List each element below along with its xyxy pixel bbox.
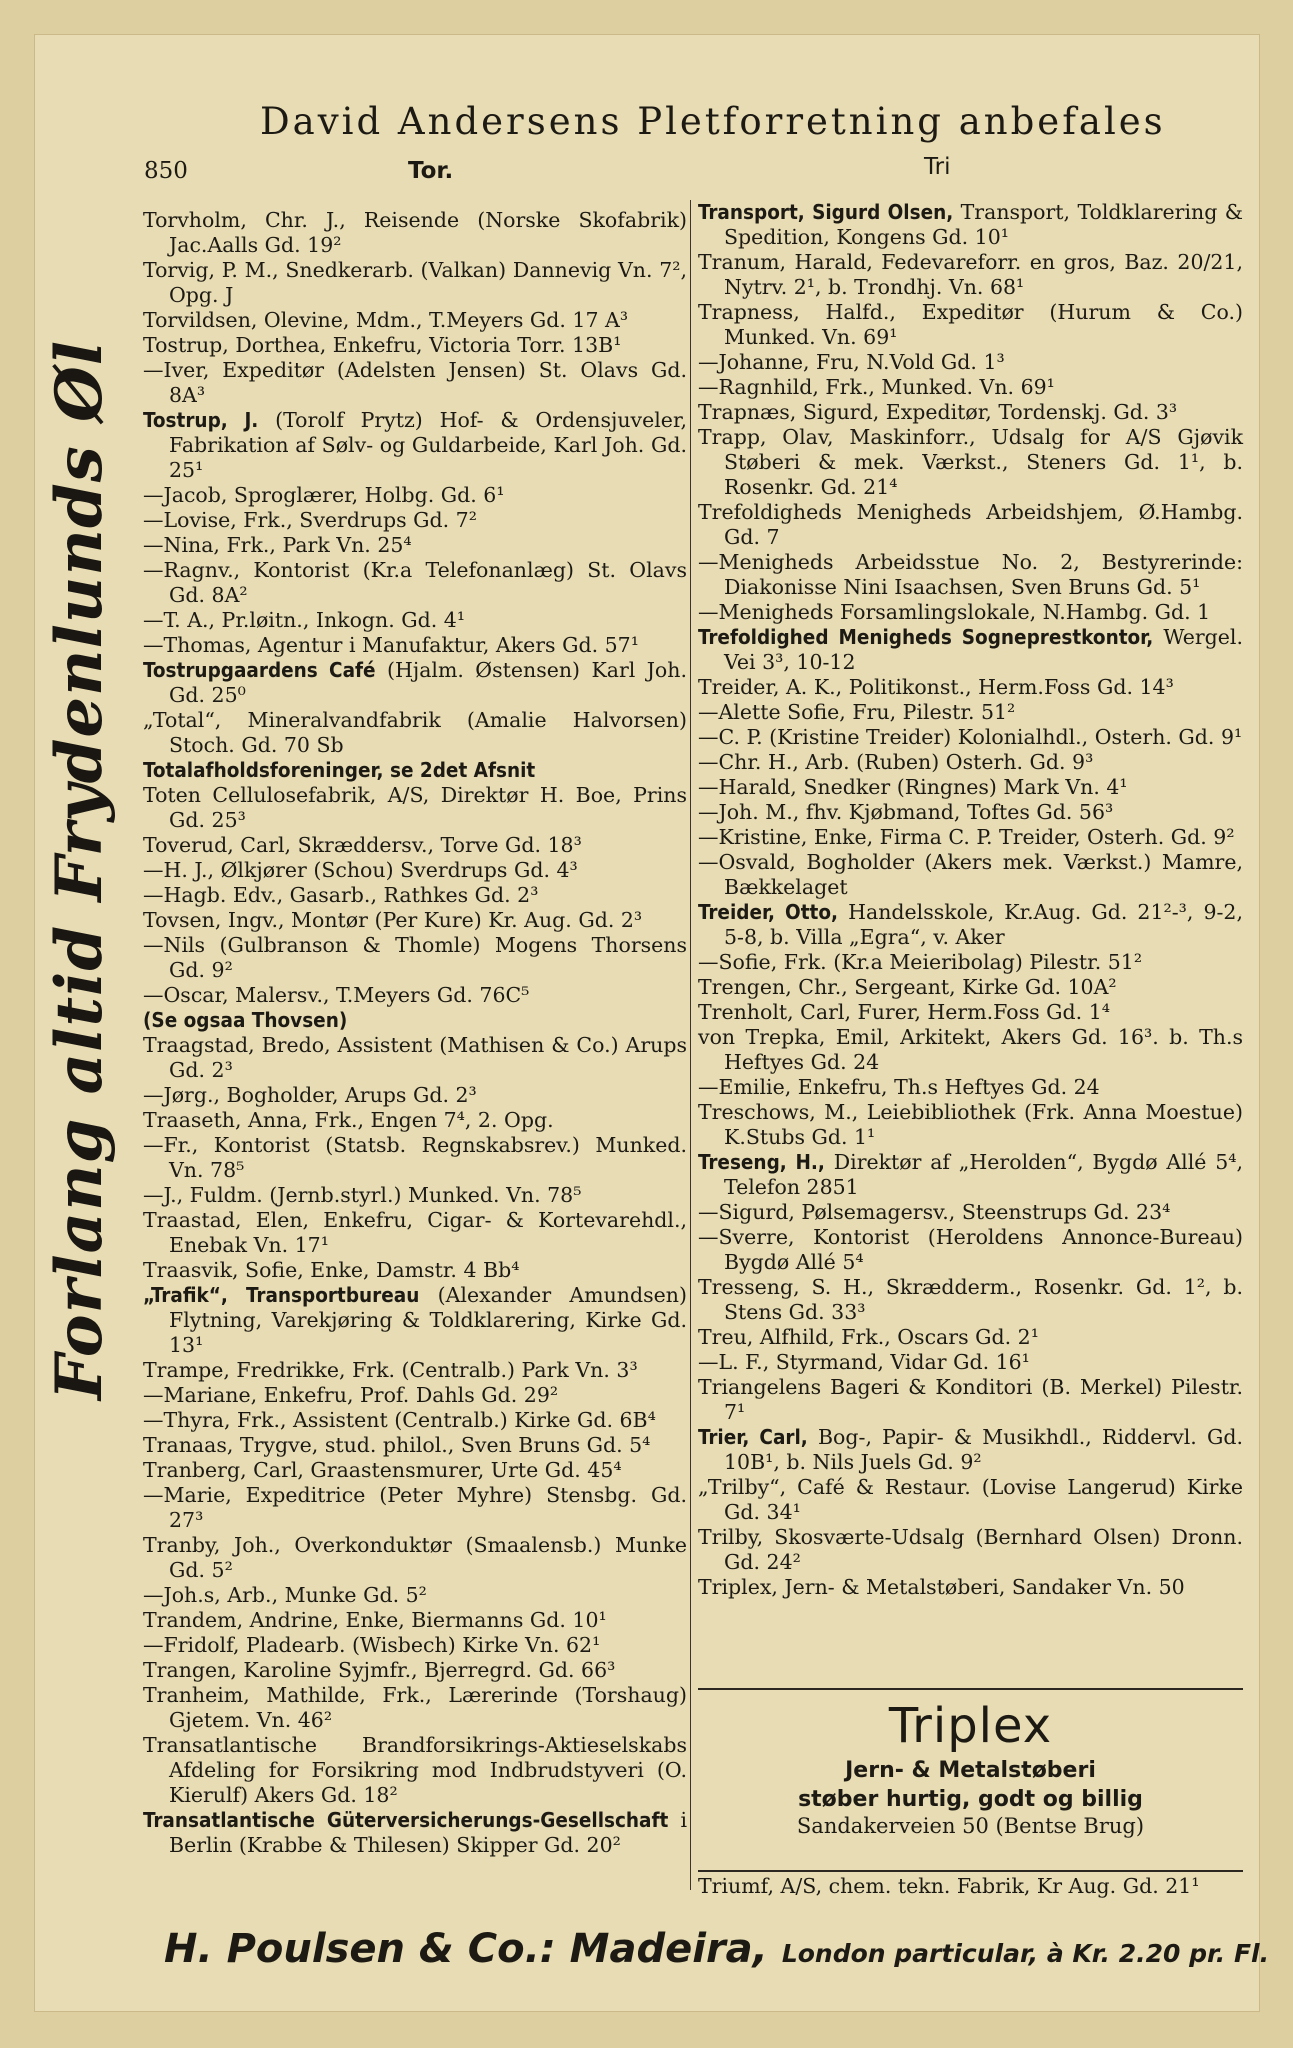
directory-entry bbox=[698, 750, 1243, 775]
directory-entry bbox=[143, 1383, 687, 1408]
left-column bbox=[143, 208, 687, 1858]
directory-entry bbox=[698, 950, 1243, 975]
entry-text: Tranby, Joh., Overkonduktør (Smaalensb.) Munke Gd. 5² bbox=[143, 1533, 687, 1582]
directory-entry bbox=[143, 1808, 687, 1858]
entry-text: Handelsskole, Kr.Aug. Gd. 21²-³, 9-2, 5-8, b. Villa „Egra“, v. Aker bbox=[724, 900, 1243, 949]
directory-entry bbox=[698, 1000, 1243, 1025]
entry-name-bold: Treseng, H., bbox=[698, 1150, 825, 1174]
directory-entry bbox=[698, 500, 1243, 550]
ad-title: Triplex bbox=[888, 1698, 1053, 1754]
entry-text: Traaseth, Anna, Frk., Engen 7⁴, 2. Opg. bbox=[143, 1108, 554, 1132]
entry-text: Tresseng, S. H., Skrædderm., Rosenkr. Gd. 1², b. Stens Gd. 33³ bbox=[698, 1275, 1243, 1324]
entry-text: —Marie, Expeditrice (Peter Myhre) Stensbg. Gd. 27³ bbox=[143, 1483, 687, 1532]
entry-text: —Iver, Expeditør (Adelsten Jensen) St. Olavs Gd. 8A³ bbox=[143, 358, 687, 407]
directory-entry bbox=[143, 1133, 687, 1183]
entry-text: —Joh.s, Arb., Munke Gd. 5² bbox=[143, 1583, 427, 1607]
ad-line-2: støber hurtig, godt og billig bbox=[798, 1787, 1143, 1812]
entry-text: Treu, Alfhild, Frk., Oscars Gd. 2¹ bbox=[698, 1325, 1039, 1349]
entry-text: Tostrup, Dorthea, Enkefru, Victoria Torr. 13B¹ bbox=[143, 333, 622, 357]
entry-text: Trampe, Fredrikke, Frk. (Centralb.) Park Vn. 3³ bbox=[143, 1358, 638, 1382]
entry-text: —Menigheds Forsamlingslokale, N.Hambg. Gd. 1 bbox=[698, 600, 1211, 624]
directory-entry bbox=[143, 558, 687, 608]
directory-entry bbox=[698, 375, 1243, 400]
entry-text: Toverud, Carl, Skræddersv., Torve Gd. 18³ bbox=[143, 833, 582, 857]
entry-text: —C. P. (Kristine Treider) Kolonialhdl., Osterh. Gd. 9¹ bbox=[698, 725, 1243, 749]
directory-entry bbox=[143, 883, 687, 908]
side-advertisement: Forlang altid Frydenlunds Øl bbox=[42, 339, 117, 1400]
entry-text: —Chr. H., Arb. (Ruben) Osterh. Gd. 9³ bbox=[698, 750, 1094, 774]
footer-advertisement bbox=[164, 1926, 1270, 1972]
ad-line-1: Jern- & Metalstøberi bbox=[845, 1758, 1096, 1783]
entry-text: Transport, Toldklarering & Spedition, Kongens Gd. 10¹ bbox=[724, 200, 1244, 249]
directory-entry bbox=[698, 900, 1243, 950]
directory-entry bbox=[143, 633, 687, 658]
entry-text: Trangen, Karoline Syjmfr., Bjerregrd. Gd. 66³ bbox=[143, 1658, 616, 1682]
entry-text: —Harald, Snedker (Ringnes) Mark Vn. 4¹ bbox=[698, 775, 1128, 799]
directory-entry bbox=[143, 1433, 687, 1458]
directory-entry bbox=[698, 350, 1243, 375]
entry-text: i Berlin (Krabbe & Thilesen) Skipper Gd. 20² bbox=[169, 1808, 688, 1857]
directory-entry bbox=[143, 1733, 687, 1808]
entry-text: —Alette Sofie, Fru, Pilestr. 51² bbox=[698, 700, 1016, 724]
ad-line-3: Sandakerveien 50 (Bentse Brug) bbox=[796, 1814, 1145, 1838]
entry-text: —Oscar, Malersv., T.Meyers Gd. 76C⁵ bbox=[143, 983, 530, 1007]
entry-text: Transatlantische Brandforsikrings-Aktieselskabs Afdeling for Forsikring mod Indbrudstyveri (O. Kierulf) Akers Gd. 18² bbox=[143, 1733, 687, 1807]
entry-text: Trenholt, Carl, Furer, Herm.Foss Gd. 1⁴ bbox=[698, 1000, 1110, 1024]
entry-text: Treschows, M., Leiebibliothek (Frk. Anna Moestue) K.Stubs Gd. 1¹ bbox=[698, 1100, 1243, 1149]
directory-entry bbox=[143, 708, 687, 758]
entry-text: Tranum, Harald, Fedevareforr. en gros, Baz. 20/21, Nytrv. 2¹, b. Trondhj. Vn. 68¹ bbox=[698, 250, 1243, 299]
directory-entry bbox=[143, 658, 687, 708]
directory-entry bbox=[698, 825, 1243, 850]
directory-entry bbox=[698, 1525, 1243, 1575]
directory-entry bbox=[143, 1208, 687, 1258]
entry-text: Tranberg, Carl, Graastensmurer, Urte Gd. 45⁴ bbox=[143, 1458, 622, 1482]
entry-name-bold: (Se ogsaa Thovsen) bbox=[143, 1008, 348, 1032]
entry-text: (Alexander Amundsen) Flytning, Varekjøring & Toldklarering, Kirke Gd. 13¹ bbox=[169, 1283, 687, 1357]
directory-entry bbox=[698, 300, 1243, 350]
entry-text: —Sverre, Kontorist (Heroldens Annonce-Bureau) Bygdø Allé 5⁴ bbox=[698, 1225, 1243, 1274]
directory-entry bbox=[698, 1025, 1243, 1075]
footer-sub: London particular, à Kr. 2.20 pr. Fl. bbox=[781, 1939, 1270, 1968]
entry-text: —Fr., Kontorist (Statsb. Regnskabsrev.) Munked. Vn. 78⁵ bbox=[143, 1133, 687, 1182]
directory-entry bbox=[143, 608, 687, 633]
entry-text: —Sofie, Frk. (Kr.a Meieribolag) Pilestr. 51² bbox=[698, 950, 1143, 974]
directory-entry bbox=[143, 1683, 687, 1733]
entry-text: —Osvald, Bogholder (Akers mek. Værkst.) Mamre, Bækkelaget bbox=[698, 850, 1243, 899]
directory-entry bbox=[143, 1583, 687, 1608]
directory-entry bbox=[143, 833, 687, 858]
directory-entry bbox=[143, 1458, 687, 1483]
entry-text: —Ragnv., Kontorist (Kr.a Telefonanlæg) St. Olavs Gd. 8A² bbox=[143, 558, 687, 607]
directory-entry bbox=[143, 208, 687, 258]
directory-entry bbox=[698, 725, 1243, 750]
entry-text: —T. A., Pr.løitn., Inkogn. Gd. 4¹ bbox=[143, 608, 466, 632]
directory-entry bbox=[698, 1425, 1243, 1475]
directory-entry bbox=[698, 1275, 1243, 1325]
directory-entry bbox=[143, 983, 687, 1008]
entry-text: Torvig, P. M., Snedkerarb. (Valkan) Dannevig Vn. 7², Opg. J bbox=[143, 258, 687, 307]
directory-entry bbox=[698, 1375, 1243, 1425]
directory-entry bbox=[143, 333, 687, 358]
entry-text: —Sigurd, Pølsemagersv., Steenstrups Gd. 23⁴ bbox=[698, 1200, 1171, 1224]
header-banner: David Andersens Pletforretning anbefales bbox=[260, 100, 1166, 143]
directory-entry bbox=[698, 550, 1243, 600]
directory-entry bbox=[143, 1608, 687, 1633]
entry-text: Direktør af „Herolden“, Bygdø Allé 5⁴, Telefon 2851 bbox=[724, 1150, 1243, 1199]
directory-entry bbox=[143, 1258, 687, 1283]
entry-name-bold: Treider, Otto, bbox=[698, 900, 839, 924]
entry-text: —Nina, Frk., Park Vn. 25⁴ bbox=[143, 533, 412, 557]
directory-entry bbox=[143, 758, 687, 783]
page-number: 850 bbox=[144, 158, 188, 184]
entry-text: Toten Cellulosefabrik, A/S, Direktør H. Boe, Prins Gd. 25³ bbox=[143, 783, 687, 832]
entry-text: —Jørg., Bogholder, Arups Gd. 2³ bbox=[143, 1083, 477, 1107]
directory-entry bbox=[698, 250, 1243, 300]
footer-main: H. Poulsen & Co.: Madeira, bbox=[164, 1926, 768, 1972]
directory-entry bbox=[143, 1283, 687, 1358]
entry-text: Trefoldigheds Menigheds Arbeidshjem, Ø.Hambg. Gd. 7 bbox=[698, 500, 1243, 549]
entry-text: von Trepka, Emil, Arkitekt, Akers Gd. 16³. b. Th.s Heftyes Gd. 24 bbox=[698, 1025, 1243, 1074]
directory-entry bbox=[698, 850, 1243, 900]
directory-entry bbox=[698, 1475, 1243, 1525]
entry-text: Torvholm, Chr. J., Reisende (Norske Skofabrik) Jac.Aalls Gd. 19² bbox=[143, 208, 687, 257]
after-ad-entry: Triumf, A/S, chem. tekn. Fabrik, Kr Aug. Gd. 21¹ bbox=[698, 1874, 1200, 1898]
directory-entry bbox=[143, 408, 687, 483]
entry-text: —Thomas, Agentur i Manufaktur, Akers Gd. 57¹ bbox=[143, 633, 639, 657]
entry-text: Trengen, Chr., Sergeant, Kirke Gd. 10A² bbox=[698, 975, 1117, 999]
entry-name-bold: Tostrup, J. bbox=[143, 408, 259, 432]
entry-text: Traasvik, Sofie, Enke, Damstr. 4 Bb⁴ bbox=[143, 1258, 520, 1282]
directory-entry bbox=[143, 1083, 687, 1108]
entry-text: Tovsen, Ingv., Montør (Per Kure) Kr. Aug. Gd. 2³ bbox=[143, 908, 643, 932]
entry-text: Triplex, Jern- & Metalstøberi, Sandaker Vn. 50 bbox=[698, 1575, 1185, 1599]
directory-entry bbox=[143, 1033, 687, 1083]
directory-entry bbox=[698, 400, 1243, 425]
entry-text: (Hjalm. Østensen) Karl Joh. Gd. 25⁰ bbox=[169, 658, 687, 707]
triplex-advertisement bbox=[698, 1688, 1243, 1872]
entry-text: Treider, A. K., Politikonst., Herm.Foss Gd. 14³ bbox=[698, 675, 1174, 699]
directory-entry bbox=[143, 1658, 687, 1683]
entry-name-bold: Totalafholdsforeninger, se 2det Afsnit bbox=[143, 758, 536, 782]
guide-word-right: Tri bbox=[924, 154, 951, 180]
directory-entry bbox=[143, 1108, 687, 1133]
entry-text: —Ragnhild, Frk., Munked. Vn. 69¹ bbox=[698, 375, 1055, 399]
directory-entry bbox=[698, 625, 1243, 675]
directory-entry bbox=[143, 1483, 687, 1533]
directory-entry bbox=[698, 775, 1243, 800]
entry-text: —Emilie, Enkefru, Th.s Heftyes Gd. 24 bbox=[698, 1075, 1100, 1099]
directory-entry bbox=[143, 258, 687, 308]
entry-name-bold: Tostrupgaardens Café bbox=[143, 658, 376, 682]
column-divider bbox=[690, 200, 691, 1890]
entry-name-bold: Transport, Sigurd Olsen, bbox=[698, 200, 954, 224]
directory-entry bbox=[698, 200, 1243, 250]
directory-entry bbox=[698, 1225, 1243, 1275]
right-column bbox=[698, 200, 1243, 1600]
entry-name-bold: Trier, Carl, bbox=[698, 1425, 808, 1449]
entry-text: —H. J., Ølkjører (Schou) Sverdrups Gd. 4³ bbox=[143, 858, 578, 882]
entry-text: Wergel. Vei 3³, 10-12 bbox=[724, 625, 1243, 674]
directory-entry bbox=[698, 1100, 1243, 1150]
entry-text: Tranheim, Mathilde, Frk., Lærerinde (Torshaug) Gjetem. Vn. 46² bbox=[143, 1683, 687, 1732]
directory-entry bbox=[143, 933, 687, 983]
entry-text: —Jacob, Sproglærer, Holbg. Gd. 6¹ bbox=[143, 483, 505, 507]
directory-entry bbox=[143, 483, 687, 508]
directory-entry bbox=[698, 1075, 1243, 1100]
entry-text: —Thyra, Frk., Assistent (Centralb.) Kirke Gd. 6B⁴ bbox=[143, 1408, 656, 1432]
entry-text: Traastad, Elen, Enkefru, Cigar- & Kortevarehdl., Enebak Vn. 17¹ bbox=[143, 1208, 687, 1257]
directory-entry bbox=[698, 1150, 1243, 1200]
directory-entry bbox=[698, 425, 1243, 500]
directory-entry bbox=[143, 1633, 687, 1658]
entry-text: Trilby, Skosværte-Udsalg (Bernhard Olsen) Dronn. Gd. 24² bbox=[698, 1525, 1243, 1574]
entry-text: Tranaas, Trygve, stud. philol., Sven Bruns Gd. 5⁴ bbox=[143, 1433, 651, 1457]
directory-entry bbox=[143, 533, 687, 558]
entry-text: (Torolf Prytz) Hof- & Ordensjuveler, Fabrikation af Sølv- og Guldarbeide, Karl Joh. Gd. 25¹ bbox=[169, 408, 688, 482]
entry-text: Trandem, Andrine, Enke, Biermanns Gd. 10¹ bbox=[143, 1608, 607, 1632]
entry-name-bold: Trefoldighed Menigheds Sogneprestkontor, bbox=[698, 625, 1154, 649]
entry-text: —J., Fuldm. (Jernb.styrl.) Munked. Vn. 78⁵ bbox=[143, 1183, 582, 1207]
entry-text: Triangelens Bageri & Konditori (B. Merkel) Pilestr. 7¹ bbox=[698, 1375, 1243, 1424]
directory-entry bbox=[698, 1200, 1243, 1225]
entry-text: „Trilby“, Café & Restaur. (Lovise Langerud) Kirke Gd. 34¹ bbox=[698, 1475, 1243, 1524]
entry-text: Trapnæs, Sigurd, Expeditør, Tordenskj. Gd. 3³ bbox=[698, 400, 1178, 424]
entry-text: Traagstad, Bredo, Assistent (Mathisen & Co.) Arups Gd. 2³ bbox=[143, 1033, 687, 1082]
directory-entry bbox=[143, 508, 687, 533]
entry-text: „Total“, Mineralvandfabrik (Amalie Halvorsen) Stoch. Gd. 70 Sb bbox=[143, 708, 687, 757]
guide-word-left: Tor. bbox=[408, 158, 454, 184]
directory-entry bbox=[698, 1575, 1243, 1600]
entry-text: —Hagb. Edv., Gasarb., Rathkes Gd. 2³ bbox=[143, 883, 539, 907]
directory-entry bbox=[143, 1533, 687, 1583]
entry-text: Bog-, Papir- & Musikhdl., Riddervl. Gd. 10B¹, b. Nils Juels Gd. 9² bbox=[724, 1425, 1244, 1474]
entry-text: —Lovise, Frk., Sverdrups Gd. 7² bbox=[143, 508, 477, 532]
entry-text: —Nils (Gulbranson & Thomle) Mogens Thorsens Gd. 9² bbox=[143, 933, 687, 982]
directory-entry bbox=[698, 800, 1243, 825]
entry-text: Trapp, Olav, Maskinforr., Udsalg for A/S Gjøvik Støberi & mek. Værkst., Steners Gd. 1¹, b. Rosenkr. Gd. 21⁴ bbox=[698, 425, 1243, 499]
entry-text: —Johanne, Fru, N.Vold Gd. 1³ bbox=[698, 350, 1005, 374]
entry-name-bold: „Trafik“, Transportbureau bbox=[143, 1283, 420, 1307]
directory-entry bbox=[143, 358, 687, 408]
entry-name-bold: Transatlantische Güterversicherungs-Gesellschaft bbox=[143, 1808, 669, 1832]
entry-text: Trapness, Halfd., Expeditør (Hurum & Co.) Munked. Vn. 69¹ bbox=[698, 300, 1243, 349]
directory-entry bbox=[143, 308, 687, 333]
directory-entry bbox=[698, 675, 1243, 700]
directory-entry bbox=[698, 975, 1243, 1000]
directory-entry bbox=[143, 1358, 687, 1383]
entry-text: —Kristine, Enke, Firma C. P. Treider, Osterh. Gd. 9² bbox=[698, 825, 1235, 849]
directory-entry bbox=[698, 1325, 1243, 1350]
entry-text: —Joh. M., fhv. Kjøbmand, Toftes Gd. 56³ bbox=[698, 800, 1114, 824]
directory-entry bbox=[143, 858, 687, 883]
directory-entry bbox=[698, 600, 1243, 625]
directory-entry bbox=[143, 1183, 687, 1208]
entry-text: —L. F., Styrmand, Vidar Gd. 16¹ bbox=[698, 1350, 1030, 1374]
directory-entry bbox=[143, 1008, 687, 1033]
directory-entry bbox=[143, 783, 687, 833]
directory-entry bbox=[698, 1350, 1243, 1375]
entry-text: Torvildsen, Olevine, Mdm., T.Meyers Gd. 17 A³ bbox=[143, 308, 629, 332]
entry-text: —Fridolf, Pladearb. (Wisbech) Kirke Vn. 62¹ bbox=[143, 1633, 601, 1657]
directory-entry bbox=[698, 700, 1243, 725]
entry-text: —Mariane, Enkefru, Prof. Dahls Gd. 29² bbox=[143, 1383, 559, 1407]
directory-entry bbox=[143, 1408, 687, 1433]
directory-entry bbox=[143, 908, 687, 933]
entry-text: —Menigheds Arbeidsstue No. 2, Bestyrerinde: Diakonisse Nini Isaachsen, Sven Bruns Gd. 5¹ bbox=[698, 550, 1243, 599]
